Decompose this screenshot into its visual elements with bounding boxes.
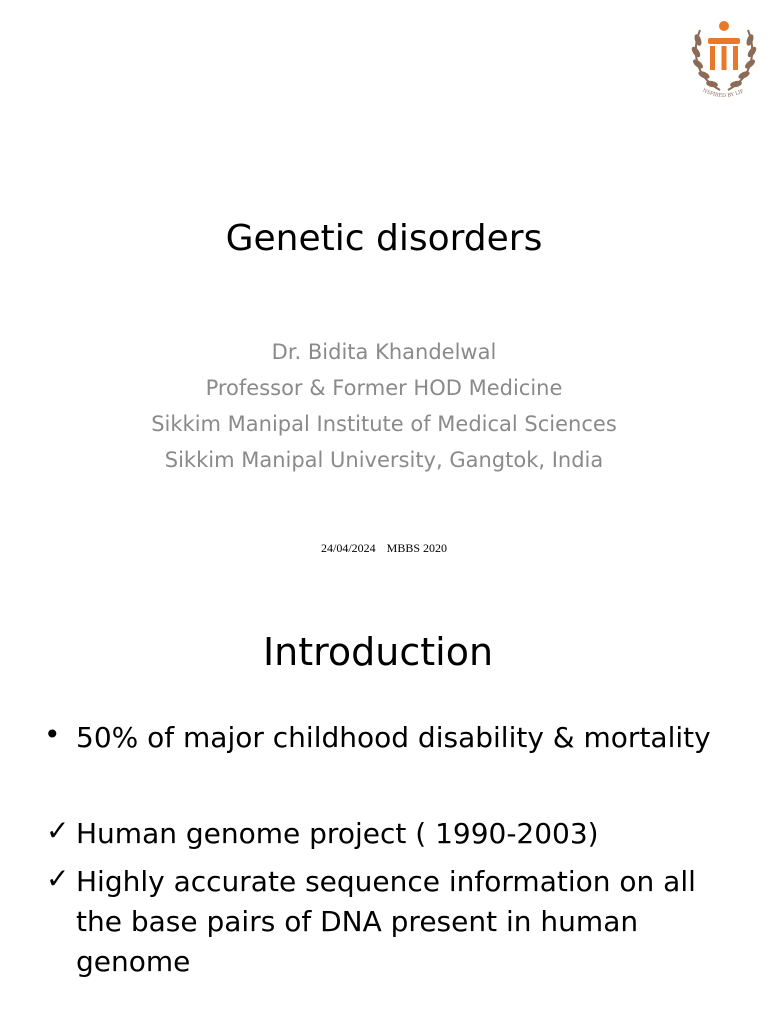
bullet-text: 50% of major childhood disability & mortality bbox=[76, 721, 711, 754]
checkmark-icon: ✓ bbox=[46, 862, 70, 895]
checkmark-icon: ✓ bbox=[46, 814, 70, 847]
institution-logo-icon bbox=[690, 10, 758, 104]
date-course-line bbox=[0, 541, 768, 556]
author-info bbox=[0, 334, 768, 478]
author-name: Dr. Bidita Khandelwal bbox=[271, 340, 497, 364]
introduction-slide bbox=[0, 576, 768, 1024]
check-text: Highly accurate sequence information on all the base pairs of DNA present in human genome bbox=[76, 865, 696, 978]
check-text: Human genome project ( 1990-2003) bbox=[76, 817, 599, 850]
course-label: MBBS 2020 bbox=[386, 541, 448, 555]
bullet-icon: • bbox=[44, 718, 61, 751]
presentation-date: 24/04/2024 bbox=[320, 541, 376, 555]
author-position: Professor & Former HOD Medicine bbox=[205, 376, 563, 400]
author-institute: Sikkim Manipal Institute of Medical Sciences bbox=[151, 412, 617, 436]
logo-motto: NSPIRED BY LIF bbox=[701, 87, 745, 100]
slide-title: Introduction bbox=[262, 630, 494, 674]
slide-title: Genetic disorders bbox=[225, 218, 543, 259]
author-university: Sikkim Manipal University, Gangtok, India bbox=[164, 448, 604, 472]
